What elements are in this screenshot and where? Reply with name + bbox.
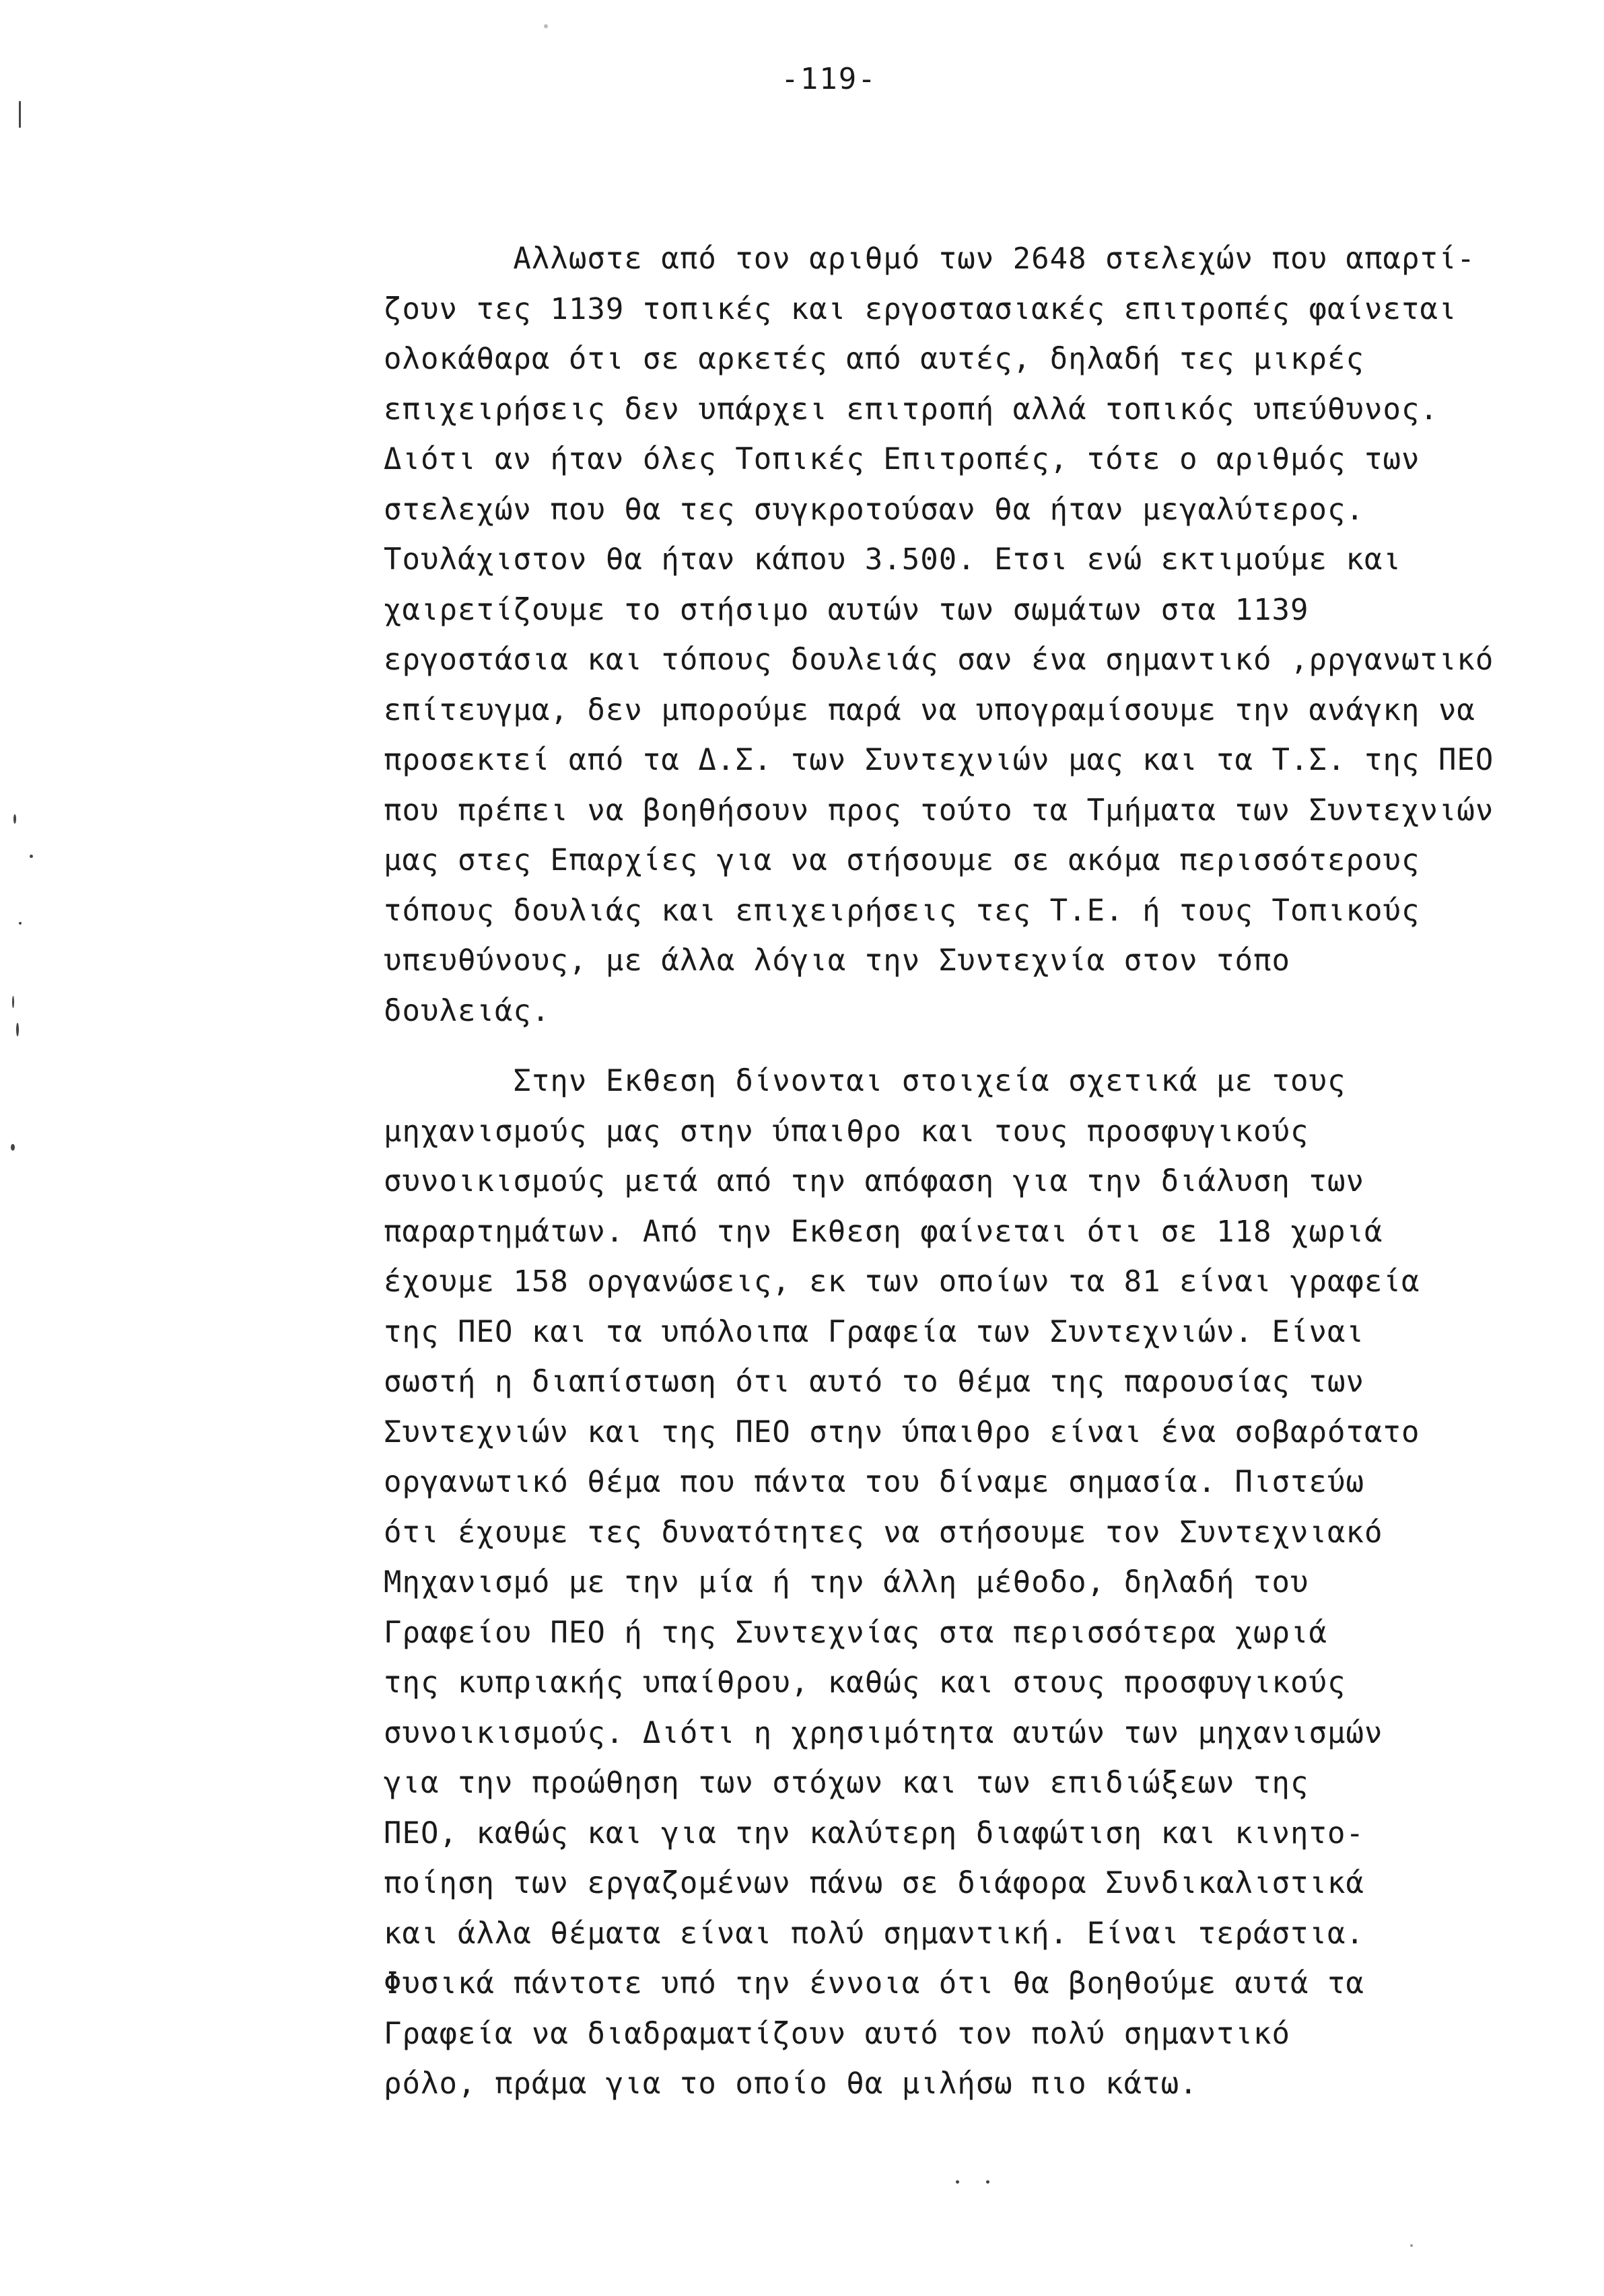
text-line: οργανωτικό θέμα που πάντα του δίναμε σημασία. Πιστεύω bbox=[384, 1465, 1364, 1499]
scan-mark bbox=[12, 996, 14, 1008]
paragraph-1 bbox=[384, 234, 1604, 1036]
text-line: συνοικισμούς μετά από την απόφαση για την διάλυση των bbox=[384, 1164, 1364, 1198]
text-line: παραρτημάτων. Από την Εκθεση φαίνεται ότι σε 118 χωριά bbox=[384, 1214, 1383, 1249]
scan-mark bbox=[11, 1144, 15, 1151]
scan-mark bbox=[13, 814, 16, 824]
text-line: συνοικισμούς. Διότι η χρησιμότητα αυτών των μηχανισμών bbox=[384, 1715, 1383, 1750]
text-line: επίτευγμα, δεν μπορούμε παρά να υπογραμίσουμε την ανάγκη να bbox=[384, 692, 1475, 727]
text-line: Στην Εκθεση δίνονται στοιχεία σχετικά με τους bbox=[384, 1064, 1346, 1098]
text-line: ζουν τες 1139 τοπικές και εργοστασιακές επιτροπές φαίνεται bbox=[384, 291, 1457, 326]
text-line: έχουμε 158 οργανώσεις, εκ των οποίων τα 81 είναι γραφεία bbox=[384, 1264, 1420, 1299]
text-line: για την προώθηση των στόχων και των επιδιώξεων της bbox=[384, 1766, 1309, 1800]
scan-mark bbox=[30, 855, 33, 858]
scan-mark bbox=[19, 922, 22, 925]
text-line: και άλλα θέματα είναι πολύ σημαντική. Είναι τεράστια. bbox=[384, 1916, 1364, 1951]
text-line: Τουλάχιστον θα ήταν κάπου 3.500. Ετσι ενώ εκτιμούμε και bbox=[384, 542, 1401, 577]
text-line: υπευθύνους, με άλλα λόγια την Συντεχνία στον τόπο bbox=[384, 943, 1291, 978]
scan-mark bbox=[1410, 2244, 1413, 2247]
text-line: ποίηση των εργαζομένων πάνω σε διάφορα Συνδικαλιστικά bbox=[384, 1866, 1364, 1900]
text-line: της ΠΕΟ και τα υπόλοιπα Γραφεία των Συντεχνιών. Είναι bbox=[384, 1314, 1364, 1349]
text-line: ολοκάθαρα ότι σε αρκετές από αυτές, δηλαδή τες μικρές bbox=[384, 342, 1364, 376]
text-line: Μηχανισμό με την μία ή την άλλη μέθοδο, δηλαδή του bbox=[384, 1565, 1309, 1600]
text-line: μας στες Επαρχίες για να στήσουμε σε ακόμα περισσότερους bbox=[384, 843, 1420, 877]
text-line: ΠΕΟ, καθώς και για την καλύτερη διαφώτιση και κινητο- bbox=[384, 1816, 1364, 1851]
text-line: Φυσικά πάντοτε υπό την έννοια ότι θα βοηθούμε αυτά τα bbox=[384, 1966, 1364, 2001]
text-line: Γραφεία να διαδραματίζουν αυτό τον πολύ σημαντικό bbox=[384, 2016, 1291, 2051]
text-line: Γραφείου ΠΕΟ ή της Συντεχνίας στα περισσότερα χωριά bbox=[384, 1615, 1328, 1650]
text-line: Συντεχνιών και της ΠΕΟ στην ύπαιθρο είναι ένα σοβαρότατο bbox=[384, 1414, 1420, 1449]
scan-mark bbox=[986, 2180, 989, 2184]
text-line: Διότι αν ήταν όλες Τοπικές Επιτροπές, τότε ο αριθμός των bbox=[384, 442, 1420, 476]
scan-mark bbox=[544, 24, 548, 28]
text-line: δουλειάς. bbox=[384, 993, 551, 1028]
page-number: -119- bbox=[781, 62, 877, 96]
paragraph-2 bbox=[384, 1056, 1604, 2110]
text-line: Αλλωστε από τον αριθμό των 2648 στελεχών που απαρτί- bbox=[384, 242, 1475, 276]
text-line: μηχανισμούς μας στην ύπαιθρο και τους προσφυγικούς bbox=[384, 1114, 1309, 1149]
scan-mark bbox=[956, 2180, 959, 2184]
text-line: χαιρετίζουμε το στήσιμο αυτών των σωμάτων στα 1139 bbox=[384, 592, 1309, 627]
scan-mark bbox=[19, 101, 21, 128]
text-line: που πρέπει να βοηθήσουν προς τούτο τα Τμήματα των Συντεχνιών bbox=[384, 793, 1494, 828]
text-line: επιχειρήσεις δεν υπάρχει επιτροπή αλλά τοπικός υπεύθυνος. bbox=[384, 392, 1438, 427]
scan-mark bbox=[16, 1023, 19, 1036]
text-line: τόπους δουλιάς και επιχειρήσεις τες Τ.Ε. ή τους Τοπικούς bbox=[384, 893, 1420, 928]
text-line: σωστή η διαπίστωση ότι αυτό το θέμα της παρουσίας των bbox=[384, 1365, 1364, 1399]
text-line: ότι έχουμε τες δυνατότητες να στήσουμε τον Συντεχνιακό bbox=[384, 1515, 1383, 1550]
text-line: ρόλο, πράμα για το οποίο θα μιλήσω πιο κάτω. bbox=[384, 2067, 1198, 2101]
text-line: στελεχών που θα τες συγκροτούσαν θα ήταν μεγαλύτερος. bbox=[384, 492, 1364, 527]
text-line: εργοστάσια και τόπους δουλειάς σαν ένα σημαντικό ,ρργανωτικό bbox=[384, 643, 1494, 677]
text-line: της κυπριακής υπαίθρου, καθώς και στους προσφυγικούς bbox=[384, 1665, 1346, 1700]
text-line: προσεκτεί από τα Δ.Σ. των Συντεχνιών μας και τα Τ.Σ. της ΠΕΟ bbox=[384, 743, 1494, 777]
